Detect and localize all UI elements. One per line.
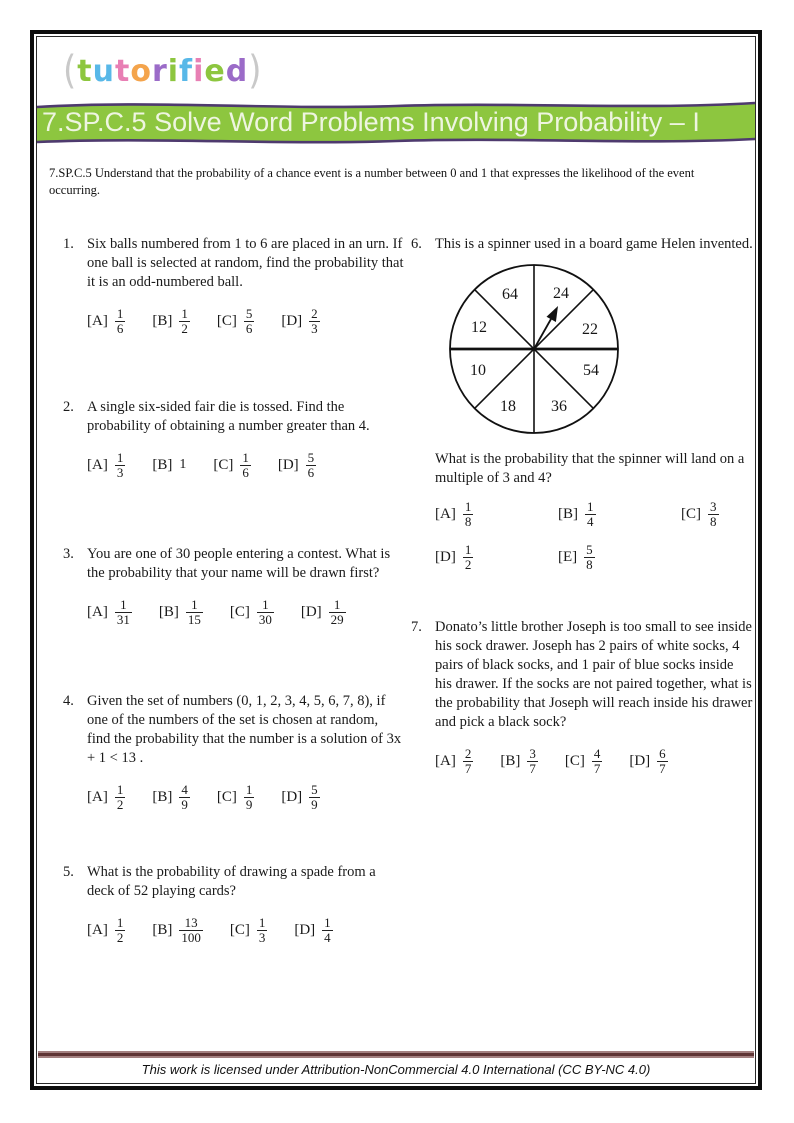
answer-option <box>301 598 346 627</box>
spinner-figure <box>439 261 629 442</box>
logo-bracket-left: ( <box>63 48 78 94</box>
answer-option <box>213 451 251 480</box>
page-footer <box>37 1051 755 1082</box>
fraction-value: $\frac{1}{6}$ <box>242 449 249 480</box>
problem-7 <box>411 618 755 778</box>
logo-bracket-right: ) <box>248 48 263 94</box>
problem-question: This is a spinner used in a board game Helen invented. <box>435 236 753 252</box>
fraction-value: $\frac{5}{6}$ <box>307 449 315 480</box>
answer-options-row <box>435 744 755 778</box>
problem-question: Donato’s little brother Joseph is too small to see inside his sock drawer. Joseph has 2 pairs of white socks, 4 pairs of black socks, and 1 pair of blue socks inside his drawer. If the socks are not paired together, what is the probability that Joseph will reach inside his drawer and pick a black sock? <box>435 619 753 730</box>
worksheet-page <box>30 30 762 1090</box>
problem-5 <box>63 863 405 947</box>
logo-letter: e <box>204 53 226 89</box>
fraction-value: $\frac{1}{29}$ <box>330 596 344 627</box>
spinner-label-bottom-right: 36 <box>551 398 568 415</box>
answer-option <box>558 543 595 572</box>
fraction-value: $\frac{1}{3}$ <box>116 449 124 480</box>
problem-question: Six balls numbered from 1 to 6 are placed in an urn. If one ball is selected at random, find the probability that it is an odd-numbered ball. <box>87 236 404 290</box>
logo-letter: i <box>167 53 180 89</box>
tutorified-logo <box>63 49 755 93</box>
fraction-value: $\frac{1}{8}$ <box>464 499 472 529</box>
problem-number: 3. <box>63 546 74 562</box>
answer-option <box>281 307 319 336</box>
logo-letter: f <box>179 53 194 89</box>
logo-letter: d <box>225 53 249 89</box>
option-label: [A] <box>87 312 108 329</box>
logo-letter: t <box>114 53 131 89</box>
option-label: [C] <box>213 456 234 473</box>
right-column <box>405 235 755 947</box>
problem-number: 5. <box>63 864 74 880</box>
answer-option <box>217 307 255 336</box>
license-text: This work is licensed under Attribution-NonCommercial 4.0 International (CC BY-NC 4.0) <box>141 1062 651 1077</box>
option-label: [B] <box>558 506 579 522</box>
problem-6 <box>411 235 755 572</box>
fraction-value: $\frac{1}{9}$ <box>245 781 253 812</box>
option-label: [C] <box>229 921 250 938</box>
answer-option <box>152 457 186 474</box>
option-label: [D] <box>629 752 651 769</box>
problem-number: 7. <box>411 619 422 635</box>
option-label: [E] <box>558 549 578 565</box>
answer-options-grid <box>435 500 755 572</box>
answer-option <box>629 747 667 776</box>
option-label: [C] <box>216 312 237 329</box>
problem-question-main: What is the probability that the spinner will land on a multiple of 3 and 4? <box>435 451 745 486</box>
title-banner <box>37 97 755 147</box>
fraction-value: $\frac{1}{2}$ <box>181 305 188 336</box>
fraction-value: $\frac{5}{8}$ <box>586 542 593 572</box>
problem-question: Given the set of numbers (0, 1, 2, 3, 4, 5, 6, 7, 8), if one of the numbers of the set is chosen at random, find the probability that the number is a solution of 3x + 1 < 13 . <box>87 693 402 766</box>
option-label: [D] <box>435 549 456 565</box>
answer-option <box>500 747 538 776</box>
fraction-value: $\frac{1}{31}$ <box>116 596 130 627</box>
spinner-label-top-left: 64 <box>502 286 519 303</box>
answer-option <box>87 783 125 812</box>
option-label: [B] <box>152 312 173 329</box>
answer-option <box>230 916 268 945</box>
problem-number: 2. <box>63 399 74 415</box>
answer-option <box>558 500 596 529</box>
spinner-label-left-upper: 12 <box>471 319 488 336</box>
fraction-value: $\frac{1}{4}$ <box>324 914 331 945</box>
answer-option <box>230 598 274 627</box>
option-label: [B] <box>152 456 173 473</box>
answer-option <box>87 451 125 480</box>
fraction-value: $\frac{3}{8}$ <box>710 499 717 529</box>
spinner-label-bottom-left: 18 <box>500 398 517 415</box>
option-label: [A] <box>435 752 456 769</box>
answer-options-row <box>87 913 405 947</box>
option-label: [A] <box>87 603 108 620</box>
answer-options-row <box>87 595 405 629</box>
problem-1 <box>63 235 405 338</box>
option-label: [C] <box>229 603 250 620</box>
option-label: [B] <box>152 788 173 805</box>
option-label: [B] <box>158 603 179 620</box>
fraction-value: $\frac{1}{2}$ <box>116 914 124 945</box>
problem-4 <box>63 692 405 814</box>
problem-2 <box>63 398 405 482</box>
answer-option <box>681 500 719 529</box>
fraction-value: $\frac{1}{4}$ <box>587 499 594 529</box>
option-label: [D] <box>281 312 303 329</box>
fraction-value: $\frac{2}{3}$ <box>311 305 318 336</box>
fraction-value: $\frac{6}{7}$ <box>659 745 666 776</box>
answer-option <box>87 916 125 945</box>
logo-wordmark <box>77 54 248 89</box>
option-label: [C] <box>216 788 237 805</box>
left-column <box>37 235 405 947</box>
standard-description: 7.SP.C.5 Understand that the probability of a chance event is a number between 0 and 1 that expresses the likelihood of the event occurring. <box>49 166 695 197</box>
answer-option <box>435 747 473 776</box>
spinner-label-left-lower: 10 <box>470 362 487 379</box>
spinner-label-top-right: 24 <box>553 285 570 302</box>
fraction-value: $\frac{1}{15}$ <box>187 596 201 627</box>
fraction-value: $\frac{2}{7}$ <box>464 745 472 776</box>
fraction-value: $\frac{1}{6}$ <box>116 305 124 336</box>
answer-option <box>159 598 203 627</box>
option-label: [D] <box>294 921 316 938</box>
answer-option <box>217 783 255 812</box>
answer-option <box>87 598 132 627</box>
logo-letter: r <box>151 53 168 89</box>
page-border <box>36 36 756 1084</box>
spinner-label-right-upper: 22 <box>582 321 599 338</box>
option-label: [A] <box>87 788 108 805</box>
answer-option <box>435 543 473 572</box>
answer-option <box>152 783 190 812</box>
problems-columns <box>37 235 755 947</box>
fraction-value: $\frac{4}{7}$ <box>593 745 601 776</box>
problem-question: What is the probability of drawing a spade from a deck of 52 playing cards? <box>87 864 376 899</box>
option-label: [A] <box>87 921 108 938</box>
option-label: [B] <box>152 921 173 938</box>
answer-options-row <box>87 448 405 482</box>
answer-option <box>87 307 125 336</box>
answer-option <box>152 307 190 336</box>
answer-option <box>152 916 203 945</box>
option-label: [C] <box>681 506 702 522</box>
answer-option <box>435 500 473 529</box>
logo-letter: u <box>92 53 115 89</box>
answer-option <box>281 783 319 812</box>
answer-option <box>565 747 603 776</box>
logo-letter: i <box>193 53 205 89</box>
answer-options-row <box>87 304 405 338</box>
page-title: 7.SP.C.5 Solve Word Problems Involving Probability – I <box>42 107 700 137</box>
fraction-value: $\frac{1}{30}$ <box>258 596 272 627</box>
fraction-value: $\frac{1}{3}$ <box>258 914 266 945</box>
problem-number: 4. <box>63 693 74 709</box>
option-label: [D] <box>281 788 303 805</box>
problem-3 <box>63 545 405 629</box>
spinner-label-right-lower: 54 <box>583 362 600 379</box>
spinner-diagram <box>439 261 629 437</box>
option-label: [B] <box>500 752 521 769</box>
answer-options-row <box>87 780 405 814</box>
option-label: [D] <box>277 456 299 473</box>
footer-divider-bar <box>38 1051 754 1058</box>
option-label: [C] <box>564 752 585 769</box>
problem-question: You are one of 30 people entering a contest. What is the probability that your name will be drawn first? <box>87 546 391 581</box>
fraction-value: $\frac{1}{2}$ <box>116 781 124 812</box>
answer-option <box>278 451 316 480</box>
fraction-value: $\frac{1}{2}$ <box>464 542 472 572</box>
whole-number-value: 1 <box>179 457 187 472</box>
problem-number: 6. <box>411 236 422 252</box>
logo-letter: o <box>130 53 152 89</box>
option-label: [D] <box>300 603 322 620</box>
option-label: [A] <box>435 506 456 522</box>
fraction-value: $\frac{5}{9}$ <box>311 781 318 812</box>
fraction-value: $\frac{4}{9}$ <box>181 781 188 812</box>
problem-question: A single six-sided fair die is tossed. Find the probability of obtaining a number greater than 4. <box>87 399 370 434</box>
fraction-value: $\frac{5}{6}$ <box>245 305 253 336</box>
answer-option <box>294 916 332 945</box>
option-label: [A] <box>87 456 108 473</box>
fraction-value: $\frac{13}{100}$ <box>181 914 201 945</box>
problem-number: 1. <box>63 236 74 252</box>
fraction-value: $\frac{3}{7}$ <box>529 745 536 776</box>
logo-letter: t <box>77 53 93 89</box>
